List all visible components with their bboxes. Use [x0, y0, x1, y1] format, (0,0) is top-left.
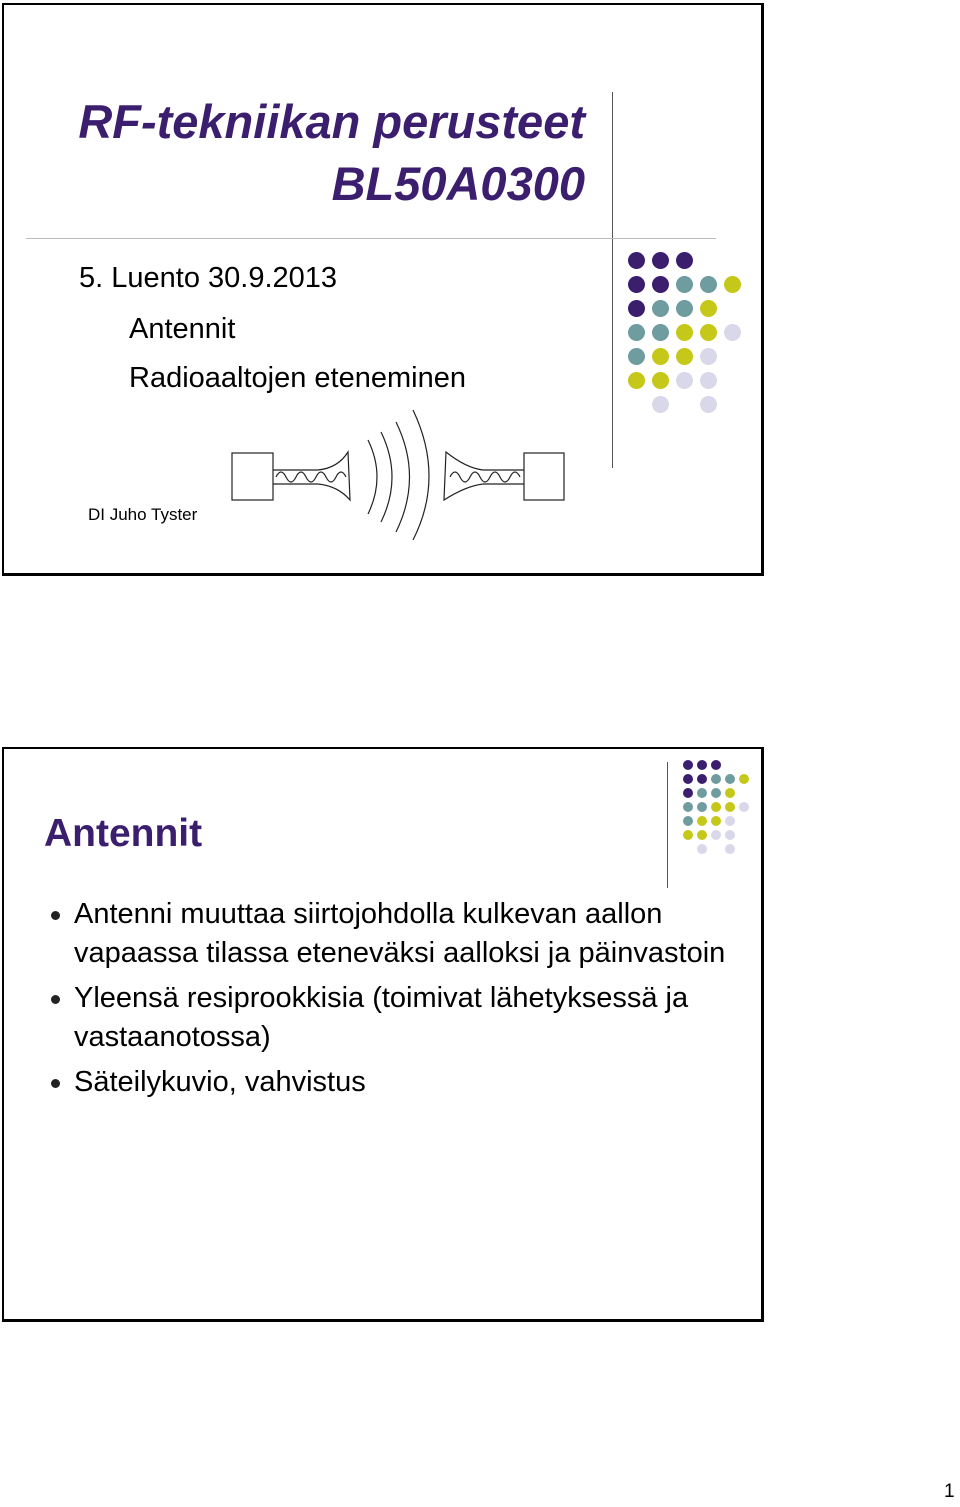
decorative-dot	[711, 816, 721, 826]
author: DI Juho Tyster	[88, 505, 198, 524]
decorative-dot	[683, 816, 693, 826]
lecture-date: 5. Luento 30.9.2013	[79, 262, 338, 294]
decorative-dot	[739, 774, 749, 784]
decorative-dot	[628, 252, 645, 269]
decorative-dot	[725, 830, 735, 840]
decorative-dot	[739, 802, 749, 812]
decorative-dot	[725, 788, 735, 798]
antenna-diagram	[228, 410, 573, 540]
topic-1: Antennit	[129, 313, 236, 345]
decorative-dot	[700, 372, 717, 389]
receiver-box	[524, 453, 564, 500]
decorative-dot	[628, 276, 645, 293]
decorative-dot	[683, 802, 693, 812]
decorative-dot	[697, 816, 707, 826]
decorative-dot	[628, 348, 645, 365]
slide-1-title-line-2: BL50A0300	[331, 157, 585, 210]
bullet-text: Säteilykuvio, vahvistus	[74, 1066, 366, 1098]
decorative-dot	[683, 788, 693, 798]
bullet-icon	[51, 1079, 60, 1088]
bullet-icon	[51, 995, 60, 1004]
decorative-dot	[676, 324, 693, 341]
bullet-item	[48, 895, 738, 972]
decorative-dot	[676, 300, 693, 317]
decorative-dot	[700, 276, 717, 293]
bullet-icon	[51, 911, 60, 920]
decorative-dot	[725, 844, 735, 854]
bullet-text: Yleensä resiprookkisia (toimivat lähetyksessä ja vastaanotossa)	[74, 982, 689, 1053]
decorative-dot	[725, 774, 735, 784]
divider-vertical	[612, 92, 613, 468]
decorative-dot	[652, 324, 669, 341]
decorative-dot	[711, 774, 721, 784]
decorative-dot	[697, 774, 707, 784]
divider-horizontal	[26, 238, 716, 239]
decorative-dot	[683, 830, 693, 840]
decorative-dot	[700, 396, 717, 413]
decorative-dot	[628, 324, 645, 341]
divider-vertical-2	[667, 762, 668, 888]
decorative-dot	[628, 300, 645, 317]
decorative-dot	[724, 276, 741, 293]
decorative-dot	[700, 348, 717, 365]
decorative-dot	[697, 760, 707, 770]
decorative-dot	[711, 802, 721, 812]
decorative-dot	[724, 324, 741, 341]
decorative-dot	[652, 276, 669, 293]
decorative-dot	[700, 324, 717, 341]
bullet-item	[48, 1063, 738, 1102]
decorative-dot	[652, 348, 669, 365]
transmitter-box	[232, 453, 273, 500]
bullet-list	[48, 895, 738, 1109]
decorative-dot	[676, 348, 693, 365]
slide-2-title: Antennit	[44, 812, 203, 855]
decorative-dot	[711, 788, 721, 798]
topic-2: Radioaaltojen eteneminen	[129, 362, 466, 394]
bullet-text: Antenni muuttaa siirtojohdolla kulkevan aallon vapaassa tilassa eteneväksi aalloksi ja päinvastoin	[74, 898, 726, 969]
decorative-dot	[652, 252, 669, 269]
slide-1-title-line-1: RF-tekniikan perusteet	[78, 95, 585, 148]
decorative-dot	[676, 252, 693, 269]
decorative-dot	[697, 844, 707, 854]
decorative-dot	[725, 802, 735, 812]
decorative-dot	[725, 816, 735, 826]
decorative-dot	[697, 830, 707, 840]
decorative-dot	[652, 372, 669, 389]
decorative-dot	[676, 372, 693, 389]
decorative-dot	[628, 372, 645, 389]
decorative-dot	[676, 276, 693, 293]
decorative-dot	[700, 300, 717, 317]
decorative-dot	[652, 396, 669, 413]
decorative-dot	[697, 788, 707, 798]
decorative-dot	[683, 774, 693, 784]
decorative-dot	[683, 760, 693, 770]
decorative-dot	[711, 760, 721, 770]
bullet-item	[48, 979, 738, 1056]
decorative-dot	[652, 300, 669, 317]
page-number: 1	[944, 1481, 955, 1502]
decorative-dot	[697, 802, 707, 812]
decorative-dot	[711, 830, 721, 840]
